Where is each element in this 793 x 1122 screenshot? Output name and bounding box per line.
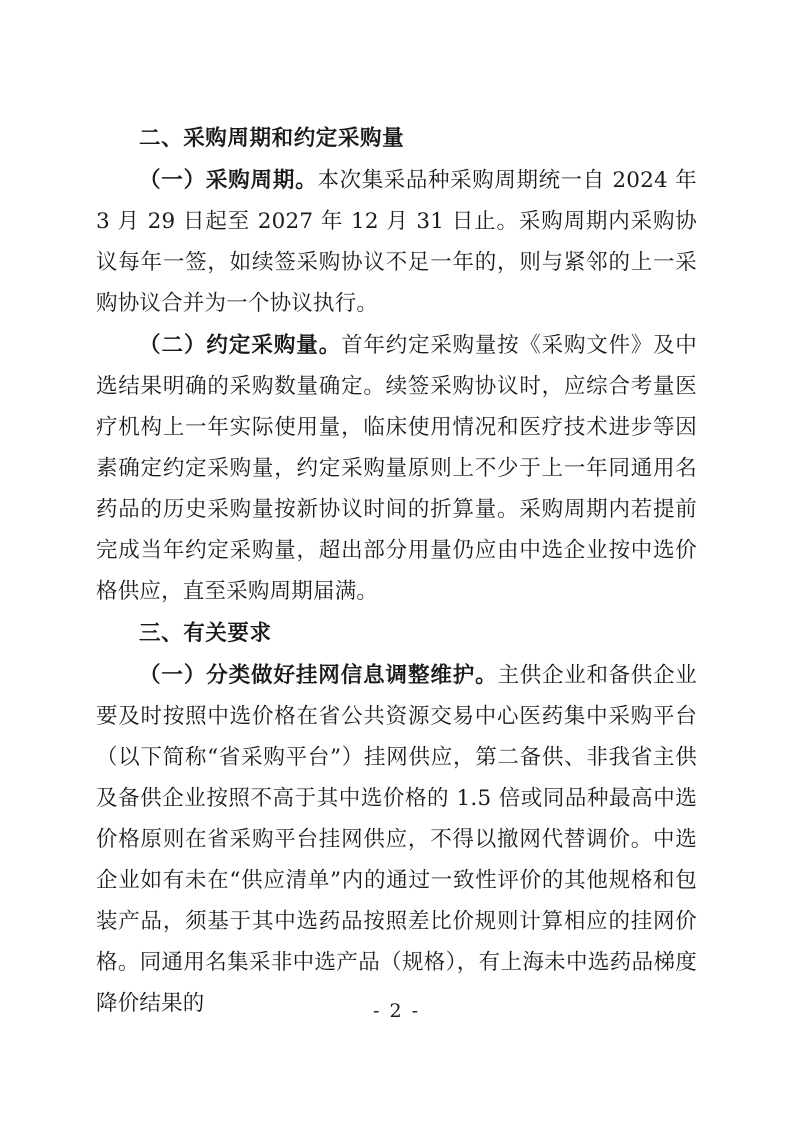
paragraph-text-agreed-volume: 首年约定采购量按《采购文件》及中选结果明确的采购数量确定。续签采购协议时，应综合考量医疗机构上一年实际使用量，临床使用情况和医疗技术进步等因素确定约定采购量，约定采购量原则上不少于上一年同通用名药品的历史采购量按新协议时间的折算量。采购周期内若提前完成当年约定采购量，超出部分用量仍应由中选企业按中选价格供应，直至采购周期届满。	[96, 333, 697, 604]
heading-section-3: 三、有关要求	[139, 621, 272, 646]
paragraph-lead-agreed-volume: （二）约定采购量。	[139, 333, 342, 358]
paragraph-text-purchase-cycle: 本次集采品种采购周期统一自 2024 年 3 月 29 日起至 2027 年 12 月 31 日止。采购周期内采购协议每年一签，如续签采购协议不足一年的，则与紧邻的上一采购协议合并为一个协议执行。	[96, 168, 698, 316]
document-body	[96, 118, 697, 1024]
paragraph-purchase-cycle	[96, 160, 697, 324]
paragraph-listing-maintenance	[96, 655, 697, 1024]
paragraph-lead-purchase-cycle: （一）采购周期。	[139, 168, 318, 193]
paragraph-text-listing-maintenance: 主供企业和备供企业要及时按照中选价格在省公共资源交易中心医药集中采购平台（以下简称“省采购平台”）挂网供应，第二备供、非我省主供及备供企业按照不高于其中选价格的 1.5 倍或同品种最高中选价格原则在省采购平台挂网供应，不得以撤网代替调价。中选企业如有未在“供应清单”内的通过一致性评价的其他规格和包装产品，须基于其中选药品按照差比价规则计算相应的挂网价格。同通用名集采非中选产品（规格），有上海未中选药品梯度降价结果的	[96, 663, 697, 1016]
paragraph-agreed-volume	[96, 325, 697, 612]
heading-section-2: 二、采购周期和约定采购量	[139, 126, 405, 151]
paragraph-lead-listing-maintenance: （一）分类做好挂网信息调整维护。	[139, 663, 498, 688]
page-number-footer: - 2 -	[372, 1000, 420, 1022]
